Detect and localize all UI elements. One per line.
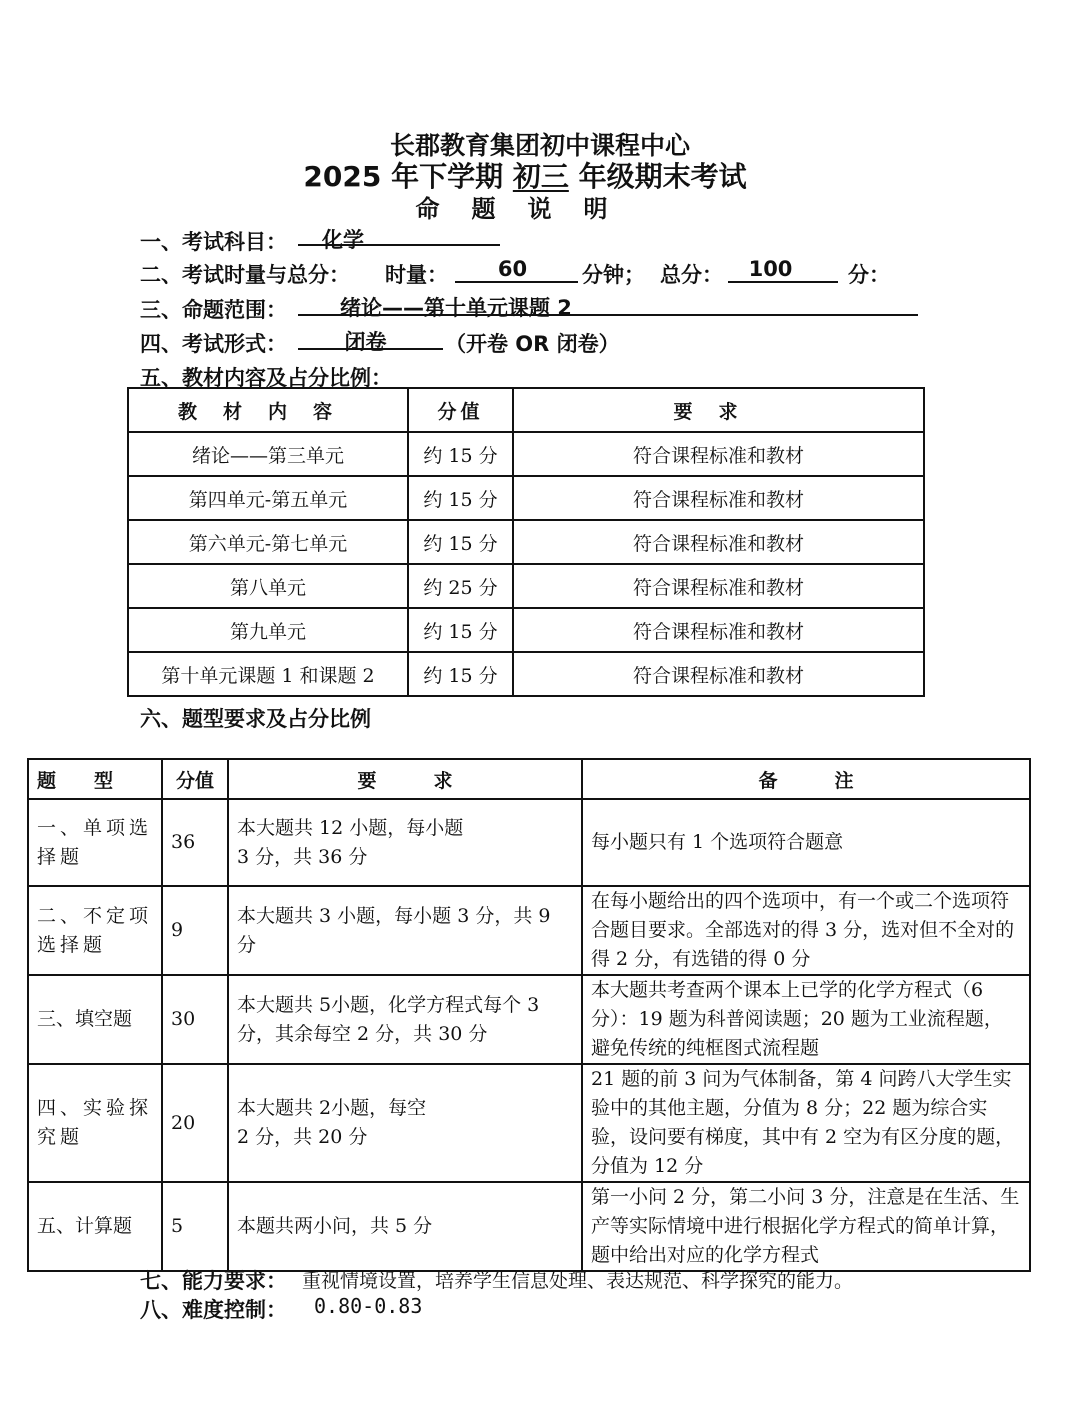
table-row	[28, 1182, 1030, 1271]
table-row	[28, 886, 1030, 975]
table-cell: 30	[162, 975, 228, 1064]
table-cell: 约 15 分	[408, 476, 513, 520]
table-cell: 第八单元	[128, 564, 408, 608]
table-row	[28, 1064, 1030, 1182]
table-row	[128, 608, 924, 652]
format-hint: （开卷 OR 闭卷）	[445, 332, 620, 356]
table-cell: 三、填空题	[28, 975, 162, 1064]
format-label: 四、考试形式：	[140, 332, 287, 356]
col-header: 分值	[162, 759, 228, 799]
table-cell: 符合课程标准和教材	[513, 564, 924, 608]
ability-value: 重视情境设置，培养学生信息处理、表达规范、科学探究的能力。	[302, 1270, 854, 1292]
table-cell: 二、不定项选择题	[28, 886, 162, 975]
time-label: 二、考试时量与总分：	[140, 263, 350, 287]
grade-value: 初三	[512, 160, 569, 193]
question-type-table	[27, 758, 1031, 1272]
section5-label: 五、教材内容及占分比例：	[140, 366, 392, 390]
scope-label: 三、命题范围：	[140, 298, 287, 322]
table-cell: 符合课程标准和教材	[513, 608, 924, 652]
table-row	[28, 975, 1030, 1064]
table-cell: 第六单元-第七单元	[128, 520, 408, 564]
table-cell: 5	[162, 1182, 228, 1271]
col-header: 要求	[513, 388, 924, 432]
table-cell: 本题共两小问，共 5 分	[228, 1182, 582, 1271]
table-cell: 每小题只有 1 个选项符合题意	[582, 799, 1030, 886]
table-cell: 本大题共考查两个课本上已学的化学方程式（6 分）：19 题为科普阅读题；20 题为工业流程题，避免传统的纯框图式流程题	[582, 975, 1030, 1064]
scope-value: 绪论——第十单元课题 2	[340, 296, 572, 320]
subject-label: 一、考试科目：	[140, 230, 287, 254]
table-cell: 约 25 分	[408, 564, 513, 608]
table-cell: 在每小题给出的四个选项中，有一个或二个选项符合题目要求。全部选对的得 3 分，选对但不全对的得 2 分，有选错的得 0 分	[582, 886, 1030, 975]
org-title: 长郡教育集团初中课程中心	[389, 131, 690, 160]
table-cell: 约 15 分	[408, 608, 513, 652]
col-header: 要 求	[228, 759, 582, 799]
ability-label: 七、能力要求：	[140, 1269, 287, 1293]
table-row	[128, 564, 924, 608]
format-value: 闭卷	[344, 330, 387, 354]
table-cell: 约 15 分	[408, 652, 513, 696]
table-row	[128, 652, 924, 696]
table-cell: 四、实验探究题	[28, 1064, 162, 1182]
col-header: 题 型	[28, 759, 162, 799]
difficulty-value: 0.80-0.83	[314, 1294, 423, 1318]
table-cell: 符合课程标准和教材	[513, 432, 924, 476]
table-cell: 符合课程标准和教材	[513, 652, 924, 696]
col-header: 备 注	[582, 759, 1030, 799]
content-table	[127, 387, 925, 697]
col-header: 分值	[408, 388, 513, 432]
table-cell: 20	[162, 1064, 228, 1182]
table-cell: 第四单元-第五单元	[128, 476, 408, 520]
table-cell: 本大题共 12 小题，每小题 3 分，共 36 分	[228, 799, 582, 886]
table-cell: 第一小问 2 分，第二小问 3 分，注意是在生活、生产等实际情境中进行根据化学方程式的简单计算，题中给出对应的化学方程式	[582, 1182, 1030, 1271]
difficulty-label: 八、难度控制：	[140, 1298, 287, 1322]
section6-label: 六、题型要求及占分比例	[140, 707, 371, 731]
table-cell: 9	[162, 886, 228, 975]
table-row	[128, 520, 924, 564]
title-prefix: 2025 年下学期	[303, 160, 504, 193]
table-cell: 一、单项选择题	[28, 799, 162, 886]
table-cell: 21 题的前 3 问为气体制备，第 4 问跨八大学生实验中的其他主题，分值为 8 分；22 题为综合实验，设问要有梯度，其中有 2 空为有区分度的题，分值为 12 分	[582, 1064, 1030, 1182]
duration-unit: 分钟；	[582, 263, 645, 287]
table-cell: 符合课程标准和教材	[513, 520, 924, 564]
table-row	[128, 432, 924, 476]
total-value: 100	[748, 257, 793, 281]
table-header-row	[128, 388, 924, 432]
table-header-row	[28, 759, 1030, 799]
total-unit: 分：	[848, 263, 890, 287]
total-label: 总分：	[660, 263, 723, 287]
table-cell: 本大题共 3 小题，每小题 3 分，共 9 分	[228, 886, 582, 975]
table-cell: 第十单元课题 1 和课题 2	[128, 652, 408, 696]
table-cell: 绪论——第三单元	[128, 432, 408, 476]
col-header: 教材内容	[128, 388, 408, 432]
table-cell: 本大题共 5小题，化学方程式每个 3 分，其余每空 2 分，共 30 分	[228, 975, 582, 1064]
table-cell: 五、计算题	[28, 1182, 162, 1271]
table-cell: 本大题共 2小题，每空 2 分，共 20 分	[228, 1064, 582, 1182]
duration-label: 时量：	[385, 263, 448, 287]
table-cell: 约 15 分	[408, 432, 513, 476]
doc-subtitle: 命题说明	[415, 195, 640, 223]
table-row	[128, 476, 924, 520]
subject-value: 化学	[322, 228, 364, 252]
table-cell: 36	[162, 799, 228, 886]
table-cell: 第九单元	[128, 608, 408, 652]
duration-value: 60	[497, 257, 528, 281]
title-suffix: 年级期末考试	[578, 160, 747, 193]
table-cell: 符合课程标准和教材	[513, 476, 924, 520]
table-cell: 约 15 分	[408, 520, 513, 564]
table-row	[28, 799, 1030, 886]
